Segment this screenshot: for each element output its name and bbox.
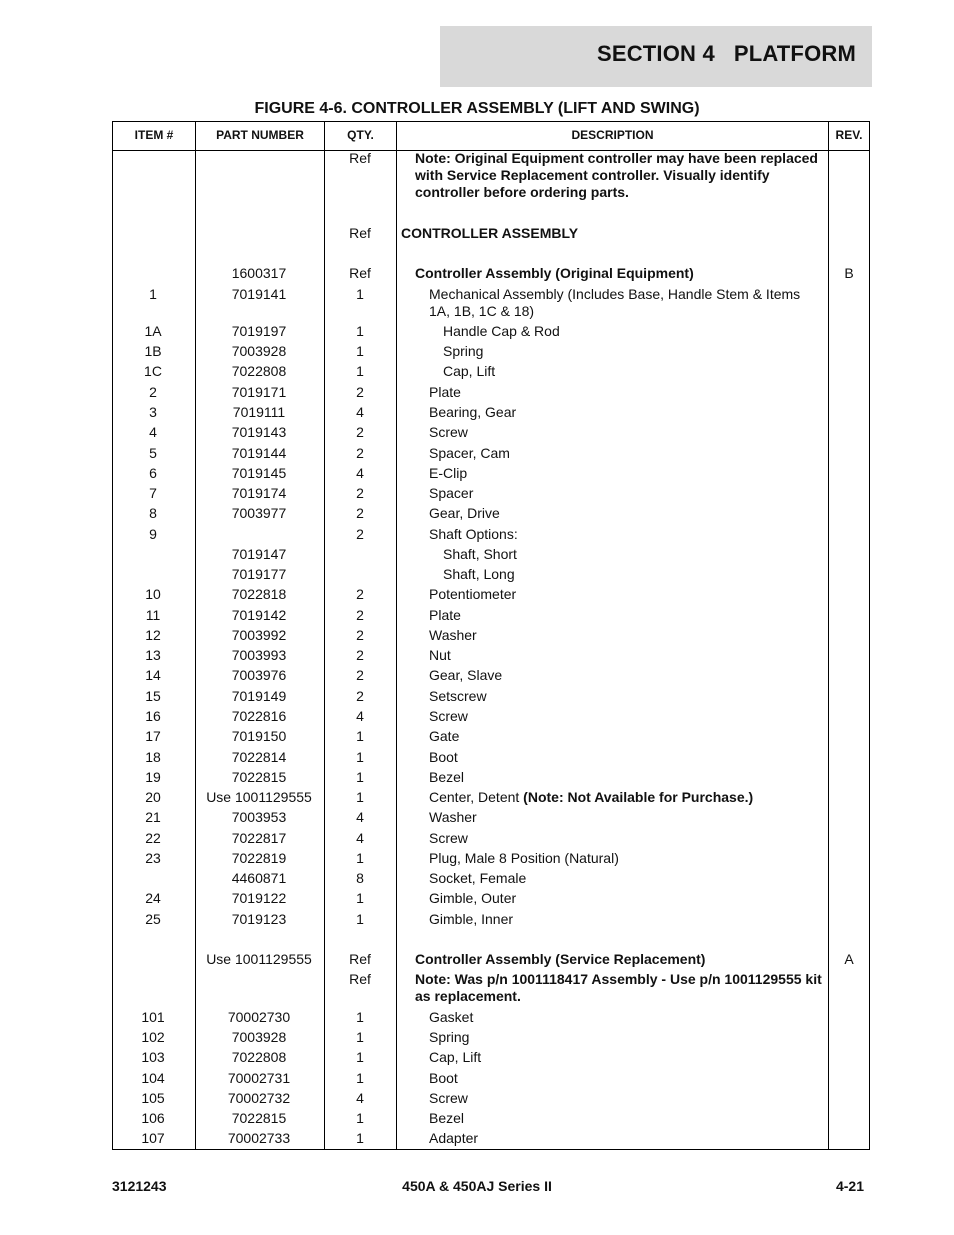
row-quantity: 1 <box>356 1009 364 1025</box>
col-header-description: DESCRIPTION <box>571 128 654 142</box>
col-header-part-number: PART NUMBER <box>216 128 304 142</box>
row-description <box>443 363 823 380</box>
col-header-item: ITEM # <box>134 128 174 142</box>
row-part-number: 70002732 <box>227 1090 291 1106</box>
row-quantity: 2 <box>356 607 364 623</box>
row-part-number: 4460871 <box>231 870 287 886</box>
row-part-number: 7003953 <box>231 809 287 825</box>
row-description-text: Plate <box>429 607 461 623</box>
row-quantity: 1 <box>356 1110 364 1126</box>
row-quantity: 1 <box>356 789 364 805</box>
footer-doc-number: 3121243 <box>112 1178 167 1194</box>
row-quantity: 4 <box>356 830 364 846</box>
footer-model: 450A & 450AJ Series II <box>402 1178 552 1194</box>
row-part-number: 1600317 <box>231 265 287 281</box>
row-item-number: 13 <box>145 647 161 663</box>
row-item-number: 7 <box>149 485 157 501</box>
row-part-number: 7019142 <box>231 607 287 623</box>
row-quantity: 4 <box>356 465 364 481</box>
row-description-text: Controller Assembly (Service Replacement) <box>415 951 706 967</box>
row-part-number: 7019143 <box>231 424 287 440</box>
row-description <box>429 1029 824 1046</box>
row-description-text: Plate <box>429 384 461 400</box>
row-description <box>401 225 811 242</box>
row-description <box>429 384 824 401</box>
row-description-text: Controller Assembly (Original Equipment) <box>415 265 694 281</box>
row-part-number: 7019174 <box>231 485 287 501</box>
row-item-number: 103 <box>141 1049 165 1065</box>
row-description-text: Shaft, Short <box>443 546 517 562</box>
row-quantity: 1 <box>356 911 364 927</box>
row-part-number: 7019197 <box>231 323 287 339</box>
row-item-number: 1C <box>144 363 162 379</box>
row-item-number: 23 <box>145 850 161 866</box>
row-description <box>429 404 824 421</box>
row-quantity: 1 <box>356 1070 364 1086</box>
row-description-note: (Note: Not Available for Purchase.) <box>523 789 754 805</box>
row-description <box>415 150 825 201</box>
row-description-text: Bearing, Gear <box>429 404 517 420</box>
row-description <box>415 265 825 282</box>
row-quantity: 1 <box>356 323 364 339</box>
row-item-number: 17 <box>145 728 161 744</box>
row-description-text: Cap, Lift <box>443 363 496 379</box>
row-description <box>429 607 824 624</box>
row-item-number: 104 <box>141 1070 165 1086</box>
row-part-number: Use 1001129555 <box>206 789 312 805</box>
row-part-number: 7019171 <box>231 384 287 400</box>
row-description-text: Bezel <box>429 1110 465 1126</box>
row-description <box>429 505 824 522</box>
row-part-number: 70002733 <box>227 1130 291 1146</box>
col-header-qty: QTY. <box>347 128 374 142</box>
row-description-text: Spring <box>429 1029 470 1045</box>
row-description-text: Boot <box>429 749 458 765</box>
row-description <box>429 647 824 664</box>
row-description-text: Shaft Options: <box>429 526 518 542</box>
row-quantity: 4 <box>356 404 364 420</box>
row-quantity: 2 <box>356 526 364 542</box>
row-quantity: 2 <box>356 384 364 400</box>
row-item-number: 1 <box>149 286 157 302</box>
row-part-number: Use 1001129555 <box>206 951 312 967</box>
row-part-number: 7019141 <box>231 286 287 302</box>
row-quantity: 1 <box>356 728 364 744</box>
row-description-text: Note: Was p/n 1001118417 Assembly - Use p/n 1001129555 kit as replacement. <box>415 971 822 1004</box>
row-description <box>429 627 824 644</box>
row-description-text: Bezel <box>429 769 465 785</box>
row-part-number: 7022808 <box>231 1049 287 1065</box>
row-quantity: 1 <box>356 343 364 359</box>
section-title: SECTION 4 PLATFORM <box>596 41 856 66</box>
col-header-rev: REV. <box>835 128 863 142</box>
row-quantity: 2 <box>356 485 364 501</box>
row-description-text: Center, Detent <box>429 789 524 805</box>
row-quantity: 2 <box>356 424 364 440</box>
row-description-text: Washer <box>429 809 477 825</box>
row-item-number: 8 <box>149 505 157 521</box>
row-item-number: 24 <box>145 890 161 906</box>
row-part-number: 7019177 <box>231 566 287 582</box>
row-item-number: 14 <box>145 667 161 683</box>
row-item-number: 25 <box>145 911 161 927</box>
row-quantity: 1 <box>356 749 364 765</box>
row-description <box>429 749 824 766</box>
figure-title: FIGURE 4-6. CONTROLLER ASSEMBLY (LIFT AND SWING) <box>254 100 700 117</box>
row-quantity: 1 <box>356 286 364 302</box>
row-description <box>443 343 823 360</box>
row-description <box>429 1070 824 1087</box>
row-part-number: 7019144 <box>231 445 287 461</box>
row-part-number: 7019150 <box>231 728 287 744</box>
row-description-text: Spacer, Cam <box>429 445 510 461</box>
row-description <box>429 286 824 320</box>
row-description-text: Gear, Slave <box>429 667 503 683</box>
row-description <box>429 667 824 684</box>
row-description <box>429 789 824 806</box>
row-part-number: 7022818 <box>231 586 287 602</box>
footer-page-number: 4-21 <box>835 1178 864 1194</box>
row-description-text: Boot <box>429 1070 458 1086</box>
row-part-number: 7022808 <box>231 363 287 379</box>
row-quantity: 2 <box>356 505 364 521</box>
row-part-number: 7003993 <box>231 647 287 663</box>
row-part-number: 7019111 <box>232 404 286 420</box>
row-description-text: Setscrew <box>429 688 487 704</box>
row-part-number: 70002731 <box>227 1070 291 1086</box>
row-revision: A <box>844 951 854 967</box>
row-part-number: 70002730 <box>227 1009 291 1025</box>
row-part-number: 7019147 <box>231 546 287 562</box>
row-description-text: Gasket <box>429 1009 474 1025</box>
row-part-number: 7003928 <box>231 343 287 359</box>
row-description-text: Gimble, Inner <box>429 911 514 927</box>
row-quantity: Ref <box>349 265 371 281</box>
row-description-text: Spring <box>443 343 484 359</box>
row-description-text: Nut <box>429 647 451 663</box>
row-part-number: 7022815 <box>231 1110 287 1126</box>
row-description <box>415 951 825 968</box>
row-item-number: 5 <box>149 445 157 461</box>
row-description-text: Plug, Male 8 Position (Natural) <box>429 850 619 866</box>
row-quantity: 2 <box>356 586 364 602</box>
row-description <box>443 566 823 583</box>
row-part-number: 7019122 <box>231 890 287 906</box>
row-item-number: 16 <box>145 708 161 724</box>
row-description-text: Gimble, Outer <box>429 890 517 906</box>
row-description <box>429 1009 824 1026</box>
row-description-text: Gear, Drive <box>429 505 500 521</box>
row-quantity: 2 <box>356 667 364 683</box>
row-description <box>429 769 824 786</box>
row-description-text: Cap, Lift <box>429 1049 482 1065</box>
row-quantity: 2 <box>356 627 364 643</box>
row-quantity: 1 <box>356 1029 364 1045</box>
row-item-number: 6 <box>149 465 157 481</box>
row-item-number: 2 <box>149 384 157 400</box>
row-quantity: 1 <box>356 1130 364 1146</box>
row-description-text: Handle Cap & Rod <box>443 323 560 339</box>
row-description <box>429 850 824 867</box>
row-description-text: Note: Original Equipment controller may have been replaced with Service Replacement controller. Visually identify controller before ordering parts. <box>415 150 818 200</box>
row-description <box>429 424 824 441</box>
row-description <box>429 870 824 887</box>
row-item-number: 20 <box>145 789 161 805</box>
row-description <box>429 1090 824 1107</box>
row-quantity: 1 <box>356 363 364 379</box>
row-quantity: Ref <box>349 150 371 166</box>
row-description <box>429 830 824 847</box>
row-part-number: 7019149 <box>231 688 287 704</box>
row-description-text: Screw <box>429 424 468 440</box>
row-item-number: 4 <box>149 424 157 440</box>
row-part-number: 7022819 <box>231 850 287 866</box>
row-description <box>429 1049 824 1066</box>
row-item-number: 107 <box>141 1130 165 1146</box>
row-description-text: CONTROLLER ASSEMBLY <box>401 225 579 241</box>
row-item-number: 12 <box>145 627 161 643</box>
row-item-number: 9 <box>149 526 157 542</box>
row-description <box>429 445 824 462</box>
row-description-text: Adapter <box>429 1130 479 1146</box>
row-description <box>429 586 824 603</box>
row-item-number: 101 <box>141 1009 165 1025</box>
row-item-number: 10 <box>145 586 161 602</box>
row-item-number: 102 <box>141 1029 165 1045</box>
row-description <box>429 728 824 745</box>
row-description-text: E-Clip <box>429 465 468 481</box>
row-part-number: 7019123 <box>231 911 287 927</box>
row-item-number: 19 <box>145 769 161 785</box>
row-quantity: 4 <box>356 1090 364 1106</box>
row-item-number: 1A <box>144 323 162 339</box>
row-quantity: 4 <box>356 809 364 825</box>
row-quantity: 2 <box>356 445 364 461</box>
row-part-number: 7003928 <box>231 1029 287 1045</box>
row-quantity: Ref <box>349 971 371 987</box>
row-description <box>429 1110 824 1127</box>
row-item-number: 105 <box>141 1090 165 1106</box>
row-part-number: 7003977 <box>231 505 287 521</box>
row-quantity: 1 <box>356 850 364 866</box>
row-quantity: 2 <box>356 647 364 663</box>
row-part-number: 7019145 <box>231 465 287 481</box>
row-description <box>429 1130 824 1147</box>
row-part-number: 7003992 <box>231 627 287 643</box>
row-description-text: Shaft, Long <box>443 566 515 582</box>
row-quantity: 1 <box>356 1049 364 1065</box>
row-part-number: 7022814 <box>231 749 287 765</box>
row-description-text: Potentiometer <box>429 586 517 602</box>
row-description <box>429 809 824 826</box>
row-quantity: Ref <box>349 951 371 967</box>
row-quantity: 8 <box>356 870 364 886</box>
row-item-number: 18 <box>145 749 161 765</box>
row-description <box>429 890 824 907</box>
column-divider <box>396 122 397 1149</box>
row-part-number: 7022817 <box>231 830 287 846</box>
row-description <box>429 688 824 705</box>
section-header-bar <box>440 26 872 87</box>
row-description <box>443 546 823 563</box>
row-description-text: Screw <box>429 830 468 846</box>
row-quantity: 4 <box>356 708 364 724</box>
row-item-number: 3 <box>149 404 157 420</box>
row-part-number: 7003976 <box>231 667 287 683</box>
row-description <box>429 465 824 482</box>
row-revision: B <box>844 265 854 281</box>
row-item-number: 1B <box>144 343 162 359</box>
row-item-number: 11 <box>145 607 161 623</box>
row-item-number: 106 <box>141 1110 165 1126</box>
row-quantity: 2 <box>356 688 364 704</box>
row-description <box>429 526 824 543</box>
row-description <box>429 485 824 502</box>
row-description <box>415 971 825 1005</box>
row-description <box>429 911 824 928</box>
row-description-text: Washer <box>429 627 477 643</box>
row-part-number: 7022816 <box>231 708 287 724</box>
row-description-text: Gate <box>429 728 460 744</box>
row-description <box>443 323 823 340</box>
row-description-text: Spacer <box>429 485 474 501</box>
row-item-number: 21 <box>145 809 161 825</box>
row-item-number: 15 <box>145 688 161 704</box>
row-part-number: 7022815 <box>231 769 287 785</box>
row-description-text: Mechanical Assembly (Includes Base, Handle Stem & Items 1A, 1B, 1C & 18) <box>429 286 801 319</box>
row-quantity: 1 <box>356 769 364 785</box>
row-description <box>429 708 824 725</box>
row-description-text: Socket, Female <box>429 870 527 886</box>
row-quantity: Ref <box>349 225 371 241</box>
row-description-text: Screw <box>429 708 468 724</box>
row-item-number: 22 <box>145 830 161 846</box>
row-quantity: 1 <box>356 890 364 906</box>
row-description-text: Screw <box>429 1090 468 1106</box>
